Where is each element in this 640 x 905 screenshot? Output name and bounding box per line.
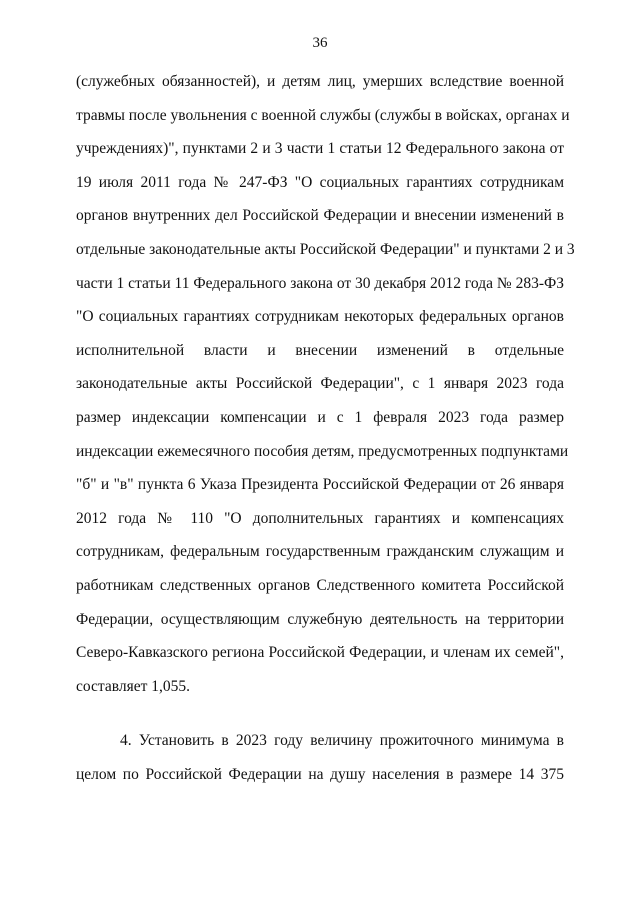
text-line: 4. Установить в 2023 году величину прожиточного минимума в <box>120 732 564 749</box>
text-line: составляет 1,055. <box>76 677 190 695</box>
text-line: органов внутренних дел Российской Федерации и внесении изменений в <box>76 207 564 225</box>
text-line: Северо-Кавказского региона Российской Федерации, и членам их семей", <box>76 644 564 662</box>
text-line: 19 июля 2011 года № 247-ФЗ "О социальных гарантиях сотрудникам <box>76 173 564 191</box>
text-line: "О социальных гарантиях сотрудникам некоторых федеральных органов <box>76 308 564 326</box>
text-line: "б" и "в" пункта 6 Указа Президента Российской Федерации от 26 января <box>76 476 564 494</box>
paragraph-subsistence-minimum <box>76 732 564 799</box>
text-line: (служебных обязанностей), и детям лиц, умерших вследствие военной <box>76 73 564 90</box>
text-line: индексации ежемесячного пособия детям, предусмотренных подпунктами <box>76 442 569 460</box>
page-number: 36 <box>312 35 328 51</box>
text-line: размер индексации компенсации и с 1 февраля 2023 года размер <box>76 408 564 426</box>
text-line: сотрудникам, федеральным государственным гражданским служащим и <box>76 543 564 561</box>
text-line: травмы после увольнения с военной службы (службы в войсках, органах и <box>76 106 570 124</box>
text-line: отдельные законодательные акты Российской Федерации" и пунктами 2 и 3 <box>76 240 575 258</box>
paragraph-compensation-indexation <box>76 73 575 711</box>
text-line: Федерации, осуществляющим служебную деятельность на территории <box>76 610 564 628</box>
text-line: 2012 года № 110 "О дополнительных гарантиях и компенсациях <box>76 509 564 527</box>
text-line: законодательные акты Российской Федерации", с 1 января 2023 года <box>76 375 564 393</box>
text-line: работникам следственных органов Следственного комитета Российской <box>76 576 564 594</box>
text-line: части 1 статьи 11 Федерального закона от 30 декабря 2012 года № 283-ФЗ <box>76 274 564 292</box>
text-line: исполнительной власти и внесении изменений в отдельные <box>76 341 564 359</box>
text-line: целом по Российской Федерации на душу населения в размере 14 375 <box>76 765 564 783</box>
text-line: учреждениях)", пунктами 2 и 3 части 1 статьи 12 Федерального закона от <box>76 140 564 158</box>
